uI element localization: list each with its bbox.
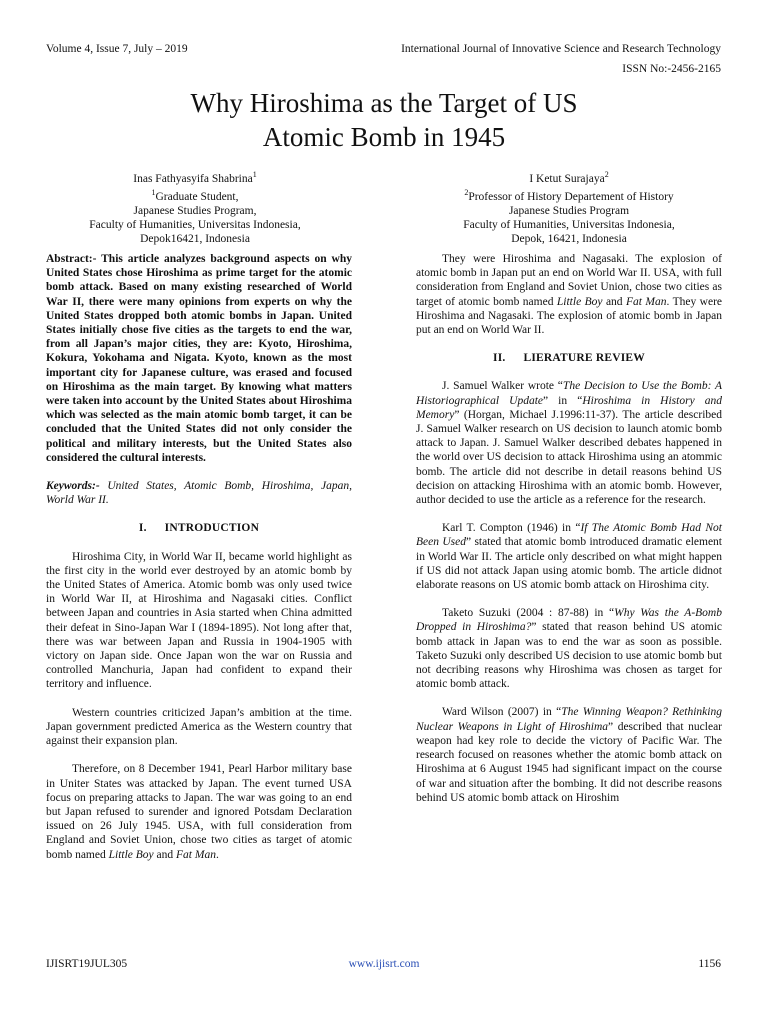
cited-title: Why Was the A-Bomb Dropped in Hiroshima? bbox=[416, 607, 722, 634]
author-affiliation-line: Japanese Studies Program, bbox=[133, 204, 257, 217]
keywords-label: Keywords:- bbox=[46, 480, 100, 493]
author-affiliation-line: Faculty of Humanities, Universitas Indonesia, bbox=[89, 218, 301, 231]
abstract-label: Abstract:- bbox=[46, 253, 97, 265]
paragraph-text: and bbox=[153, 848, 177, 861]
author-name: Inas Fathyasyifa Shabrina bbox=[133, 172, 253, 185]
section-heading-literature-review bbox=[416, 351, 722, 365]
affiliation-mark: 1 bbox=[151, 187, 156, 197]
paragraph-text: ” in “ bbox=[543, 394, 583, 407]
paragraph bbox=[46, 762, 352, 861]
right-column bbox=[416, 252, 722, 819]
paragraph-text: ” described that nuclear weapon had key role to decide the victory of Pacific War. The research focused on reasones whether the atomic bomb attack on Hiroshima at 6 August 1945 had significant impact on the course of war and situation after the bombing. It did not describe reasons behind US atomic bomb attack on Hiroshim bbox=[416, 720, 723, 804]
paragraph-compton bbox=[416, 521, 722, 592]
author-affiliation-line: Faculty of Humanities, Universitas Indonesia, bbox=[463, 218, 675, 231]
author-block-2 bbox=[404, 168, 734, 246]
abstract-text: This article analyzes background aspects on why United States chose Hiroshima as prime target for the atomic bomb attack. Based on many existing researched of World War II, there were many opinions from experts on why the United States dropped both atomic bombs in Japan. United States initially chose five cities as the targets to end the war, from all Japan’s major cities, they are: Kyoto, Hiroshima, Kokura, Yokohama and Nigata. Kyoto, known as the most important city for Japanese culture, was erased and focused on Hiroshima as the main target. By knowing what matters were taken into account by the United States about Hiroshima which was selected as the main atomic bomb target, it can be concluded that the United States did not only consider the political and military interests, but the United States also considered the cultural interests. bbox=[46, 253, 352, 464]
paragraph-text: and bbox=[602, 295, 626, 308]
paragraph-text: . bbox=[215, 848, 219, 861]
paragraph-text: ” (Horgan, Michael J.1996:11-37). The article described J. Samuel Walker research on US decision to launch atomic bomb attack to Japan. J. Samuel Walker described debates happened in the world over US decision to attack Hiroshima using an atommic bomb. The article did not describe in detail reasons behind US decision on attacking Hiroshima with an atomic bomb. However, author decided to use the article as a reference for the research. bbox=[416, 408, 722, 507]
author-name: I Ketut Surajaya bbox=[529, 172, 605, 185]
author-affiliation-line: Professor of History Departement of History bbox=[468, 190, 674, 203]
paragraph-text: Taketo Suzuki (2004 : 87-88) in “ bbox=[442, 607, 615, 620]
bomb-name-little-boy: Little Boy bbox=[108, 848, 154, 861]
paragraph-text: ” stated that reason behind US atomic bomb attack in Japan was to end the war as soon as possible. Taketo Suzuki only described US decision to use atomic bomb but not decribing reasons why Hiroshima was chosen as target for atomic bomb attack. bbox=[416, 621, 722, 691]
paragraph: Hiroshima City, in World War II, became world highlight as the first city in the world ever destroyed by an atomic bomb by the United States of America. Atomic bomb was only used twice in World War II, at Hiroshima and Nagasaki cities. Conflict between Japan and countries in Asia started when China admitted their defeat in Sino-Japan War I (1894-1895). Not long after that, there was war between Japan and Russia in 1904-1905 with victory on Japan side. Once Japan won the war on Russia and controlled Manchuria, Japan had confident to expand their territory and influence. bbox=[46, 550, 352, 691]
section-heading-introduction bbox=[46, 521, 352, 535]
paragraph-wilson bbox=[416, 705, 722, 804]
section-number: I. bbox=[138, 522, 147, 535]
paragraph-text: Therefore, on 8 December 1941, Pearl Harbor military base in Uniter States was attacked by Japan. The event turned USA focus on preparing attacks to Japan. The war was going to an end but Japan refused to surender and ignored Potsdam Declaration issued on 26 July 1945. USA, with full consideration from England and Soviet Union, chose two cities as target of atomic bomb named bbox=[46, 763, 352, 861]
author-affiliation-line: Graduate Student, bbox=[155, 190, 239, 203]
cited-title: If The Atomic Bomb Had Not Been Used bbox=[416, 522, 722, 549]
paragraph-text: Ward Wilson (2007) in “ bbox=[442, 706, 562, 719]
cited-title: Hiroshima in History and Memory bbox=[416, 394, 723, 421]
keywords-text: United States, Atomic Bomb, Hiroshima, Japan, World War II. bbox=[46, 480, 352, 507]
abstract bbox=[46, 252, 352, 465]
footer-journal-link[interactable]: www.ijisrt.com bbox=[348, 958, 420, 970]
cited-title: The Winning Weapon? Rethinking Nuclear Weapons in Light of Hiroshima bbox=[416, 706, 722, 733]
author-affiliation-line: Japanese Studies Program bbox=[508, 204, 630, 217]
left-column bbox=[46, 252, 352, 876]
running-header-volume: Volume 4, Issue 7, July – 2019 bbox=[46, 43, 188, 55]
paragraph-text: They were Hiroshima and Nagasaki. The explosion of atomic bomb in Japan put an end on World War II. USA, with full consideration from England and Soviet Union, chose two cities as target of atomic bomb named bbox=[416, 253, 722, 308]
bomb-name-fat-man: Fat Man bbox=[176, 848, 216, 861]
section-number: II. bbox=[493, 352, 506, 365]
paragraph-text: Karl T. Compton (1946) in “ bbox=[442, 522, 581, 535]
author-affiliation-mark: 1 bbox=[252, 170, 257, 179]
paragraph-text: J. Samuel Walker wrote “ bbox=[442, 380, 563, 393]
cited-title: The Decision to Use the Bomb: A Historiographical Update bbox=[416, 380, 723, 407]
paragraph: Western countries criticized Japan’s ambition at the time. Japan government predicted America as the Western country that against their expansion plan. bbox=[46, 706, 352, 748]
paper-title-line-1: Why Hiroshima as the Target of US bbox=[190, 88, 578, 118]
paragraph-suzuki bbox=[416, 606, 722, 691]
section-title: LIERATURE REVIEW bbox=[523, 352, 645, 365]
affiliation-mark: 2 bbox=[464, 187, 469, 197]
section-title: INTRODUCTION bbox=[164, 522, 260, 535]
paragraph-walker bbox=[416, 379, 722, 507]
bomb-name-little-boy: Little Boy bbox=[556, 295, 603, 308]
running-header-issn: ISSN No:-2456-2165 bbox=[622, 63, 721, 75]
paper-title bbox=[0, 86, 768, 154]
paragraph bbox=[416, 252, 722, 337]
author-affiliation-line: Depok16421, Indonesia bbox=[140, 232, 250, 245]
keywords bbox=[46, 479, 352, 507]
paragraph-text: . They were Hiroshima and Nagasaki. The explosion of atomic bomb in Japan put an end on World War II. bbox=[416, 295, 722, 337]
author-block-1 bbox=[30, 168, 360, 246]
footer-page-number: 1156 bbox=[698, 958, 721, 970]
paragraph-text: ” stated that atomic bomb introduced dramatic element in World War II. The article only described on what might happen if US did not attack Japan using atomic bomb. The article didnot elaborate reasons on US atomic bomb attack on Hiroshima city. bbox=[416, 536, 722, 592]
footer-paper-id: IJISRT19JUL305 bbox=[46, 958, 128, 970]
running-header-journal: International Journal of Innovative Science and Research Technology bbox=[401, 43, 721, 55]
bomb-name-fat-man: Fat Man bbox=[625, 295, 667, 308]
author-affiliation-mark: 2 bbox=[604, 170, 609, 179]
paper-title-line-2: Atomic Bomb in 1945 bbox=[262, 122, 506, 152]
author-affiliation-line: Depok, 16421, Indonesia bbox=[511, 232, 627, 245]
